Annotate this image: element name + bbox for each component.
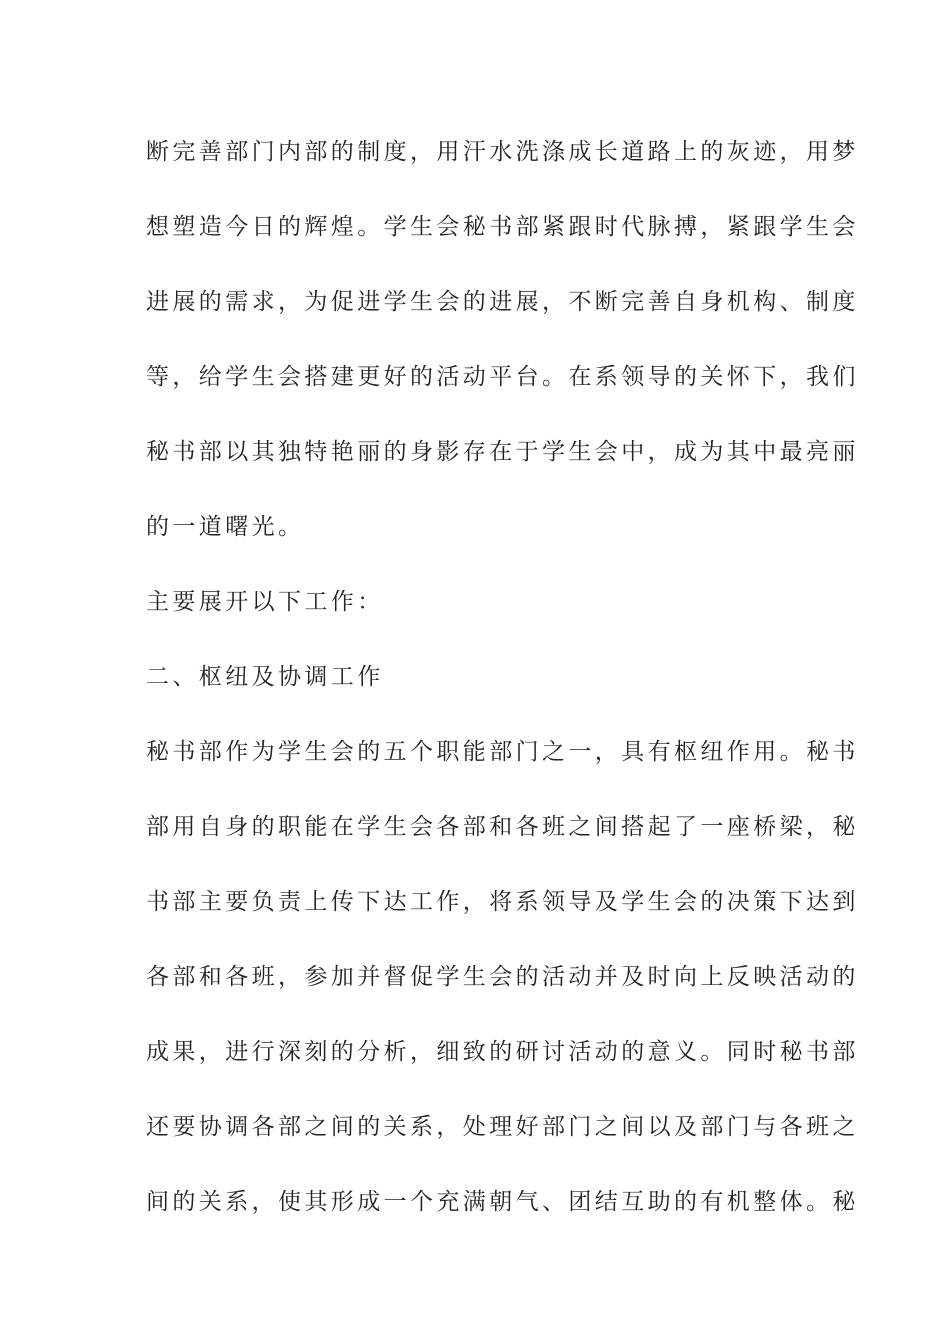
section-heading: 二、枢纽及协调工作 (146, 664, 384, 690)
paragraph-line: 的一道曙光。 (146, 514, 305, 540)
paragraph-line: 成果，进行深刻的分析，细致的研讨活动的意义。同时秘书部 (146, 1039, 859, 1065)
paragraph-line: 想塑造今日的辉煌。学生会秘书部紧跟时代脉搏，紧跟学生会 (146, 214, 859, 240)
intro-line: 主要展开以下工作： (146, 589, 384, 615)
document-body (146, 128, 859, 1253)
paragraph-line: 等，给学生会搭建更好的活动平台。在系领导的关怀下，我们 (146, 364, 859, 390)
paragraph-line: 还要协调各部之间的关系，处理好部门之间以及部门与各班之 (146, 1114, 859, 1140)
paragraph-line: 部用自身的职能在学生会各部和各班之间搭起了一座桥梁，秘 (146, 814, 859, 840)
paragraph-line: 书部主要负责上传下达工作，将系领导及学生会的决策下达到 (146, 889, 859, 915)
paragraph-line: 各部和各班，参加并督促学生会的活动并及时向上反映活动的 (146, 964, 859, 990)
paragraph-line: 断完善部门内部的制度，用汗水洗涤成长道路上的灰迹，用梦 (146, 139, 859, 165)
paragraph-line: 间的关系，使其形成一个充满朝气、团结互助的有机整体。秘 (146, 1189, 859, 1215)
paragraph-line: 进展的需求，为促进学生会的进展，不断完善自身机构、制度 (146, 289, 859, 315)
paragraph-line: 秘书部以其独特艳丽的身影存在于学生会中，成为其中最亮丽 (146, 439, 859, 465)
paragraph-line: 秘书部作为学生会的五个职能部门之一，具有枢纽作用。秘书 (146, 739, 859, 765)
